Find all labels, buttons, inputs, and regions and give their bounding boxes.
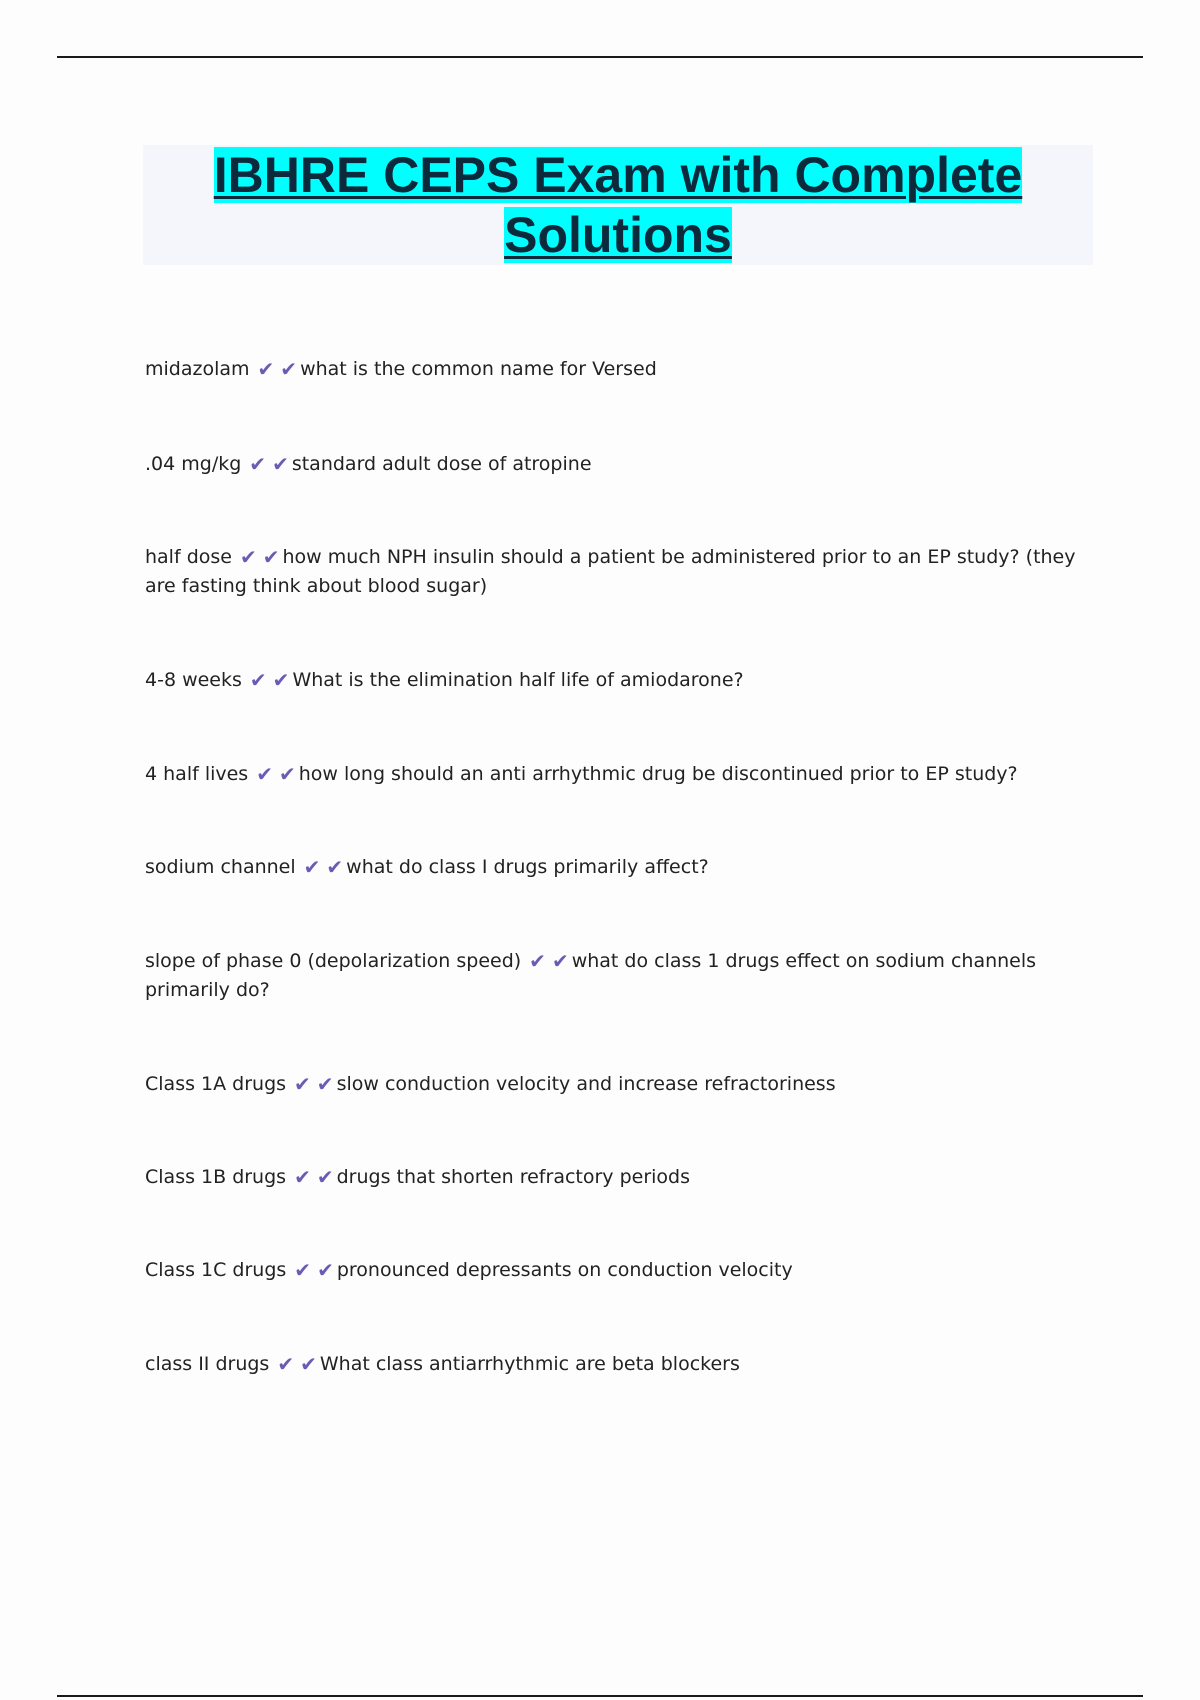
qa-question: drugs that shorten refractory periods [336,1166,690,1188]
check-icon: ✔ [294,1165,311,1189]
qa-answer: half dose [145,546,232,568]
check-icon: ✔ [294,1072,311,1096]
check-icon: ✔ [249,452,267,476]
check-icon: ✔ [262,545,280,569]
qa-answer: 4-8 weeks [145,669,242,691]
check-icon: ✔ [317,1258,334,1282]
document-title-text: IBHRE CEPS Exam with Complete Solutions [213,147,1023,263]
qa-question: What class antiarrhythmic are beta blockers [319,1353,740,1375]
qa-item [145,1070,1095,1099]
qa-answer: Class 1B drugs [145,1166,287,1188]
qa-question: what do class I drugs primarily affect? [346,856,709,878]
title-band [143,145,1093,265]
qa-answer: slope of phase 0 (depolarization speed) [145,950,522,972]
qa-item [145,355,1095,384]
qa-question: what is the common name for Versed [300,358,657,380]
check-icon: ✔ [551,949,569,973]
check-icon: ✔ [272,452,289,476]
qa-item [145,1256,1095,1285]
check-icon: ✔ [280,357,298,381]
footer-rule [57,1695,1143,1697]
check-icon: ✔ [239,545,257,569]
qa-item [145,853,1095,882]
qa-question: What is the elimination half life of amiodarone? [292,669,744,691]
qa-answer: Class 1C drugs [145,1259,287,1281]
qa-item [145,1163,1095,1192]
qa-question: standard adult dose of atropine [291,453,592,475]
check-icon: ✔ [326,855,344,879]
qa-answer: 4 half lives [145,763,249,785]
qa-item [145,666,1095,695]
check-icon: ✔ [300,1352,317,1376]
qa-answer: midazolam [145,358,250,380]
qa-question: pronounced depressants on conduction velocity [336,1259,793,1281]
qa-item [145,947,1095,1005]
qa-question: how much NPH insulin should a patient be administered prior to an EP study? (they are fasting think about blood sugar) [145,546,1076,597]
qa-answer: sodium channel [145,856,296,878]
qa-question: slow conduction velocity and increase refractoriness [336,1073,836,1095]
check-icon: ✔ [529,949,546,973]
check-icon: ✔ [249,668,267,692]
document-title [178,145,1058,265]
qa-answer: Class 1A drugs [145,1073,287,1095]
qa-question: what do class 1 drugs effect on sodium channels primarily do? [145,950,1037,1001]
check-icon: ✔ [278,762,296,786]
qa-question: how long should an anti arrhythmic drug be discontinued prior to EP study? [298,763,1018,785]
qa-answer: .04 mg/kg [145,453,242,475]
check-icon: ✔ [272,668,290,692]
check-icon: ✔ [257,357,275,381]
qa-item [145,543,1095,601]
header-rule [57,56,1143,58]
check-icon: ✔ [294,1258,312,1282]
qa-item [145,1350,1095,1379]
check-icon: ✔ [303,855,321,879]
check-icon: ✔ [256,762,273,786]
check-icon: ✔ [316,1072,334,1096]
qa-answer: class II drugs [145,1353,270,1375]
qa-item [145,760,1095,789]
check-icon: ✔ [316,1165,334,1189]
qa-item [145,450,1095,479]
check-icon: ✔ [277,1352,295,1376]
